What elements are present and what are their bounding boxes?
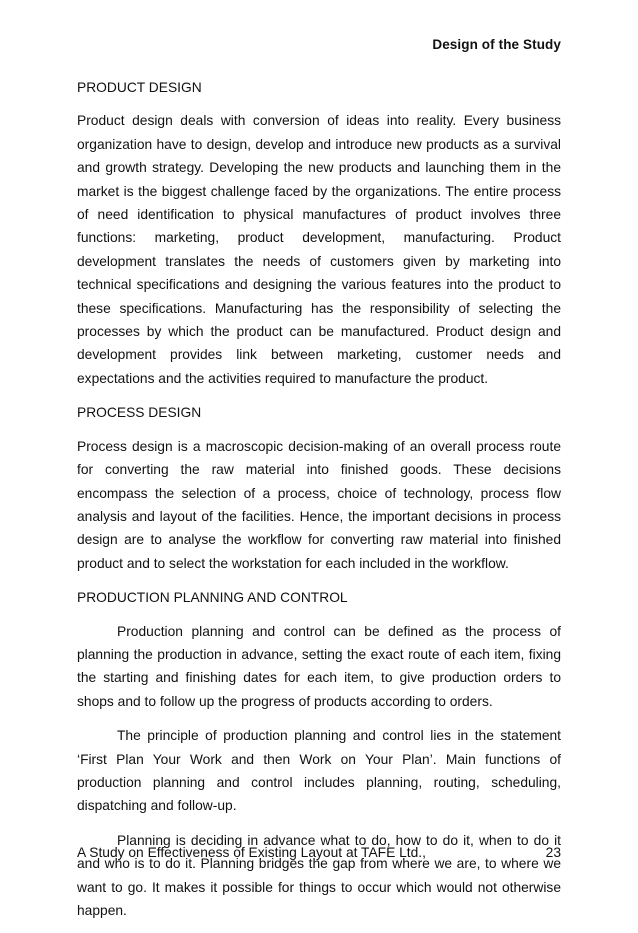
paragraph: Production planning and control can be defined as the process of planning the production in advance, setting the exact route of each item, fixing the starting and finishing dates for each item, to give production orders to shops and to follow up the progress of products according to orders. bbox=[77, 623, 561, 709]
paragraph: The principle of production planning and control lies in the statement ‘First Plan Your Work and then Work on Your Plan’. Main functions of production planning and control includes planning, routing, scheduling, dispatching and follow-up. bbox=[77, 728, 561, 814]
section-process-design bbox=[77, 401, 561, 575]
section-production-planning bbox=[77, 586, 561, 922]
section-heading: PROCESS DESIGN bbox=[77, 405, 202, 421]
section-heading: PRODUCT DESIGN bbox=[77, 80, 202, 95]
running-header: Design of the Study bbox=[432, 37, 561, 52]
footer-text: A Study on Effectiveness of Existing Layout at TAFE Ltd., bbox=[77, 845, 426, 860]
page-body bbox=[77, 76, 561, 933]
paragraph: Planning is deciding in advance what to do, how to do it, when to do it and who is to do it. Planning bridges the gap from where we are, to where we want to go. It makes it possible for things to occur which would not otherwise happen. bbox=[77, 832, 561, 918]
page-number: 23 bbox=[545, 845, 561, 860]
paragraph: Process design is a macroscopic decision-making of an overall process route for converting the raw material into finished goods. These decisions encompass the selection of a process, choice of technology, process flow analysis and layout of the facilities. Hence, the important decisions in process design are to analyse the workflow for converting raw material into finished product and to select the workstation for each included in the workflow. bbox=[77, 438, 561, 571]
section-product-design bbox=[77, 76, 561, 390]
paragraph: Product design deals with conversion of ideas into reality. Every business organization have to design, develop and introduce new products as a survival and growth strategy. Developing the new products and launching them in the market is the biggest challenge faced by the organizations. The entire process of need identification to physical manufactures of product involves three functions: marketing, product development, manufacturing. Product development translates the needs of customers given by marketing into technical specifications and designing the various features into the product to these specifications. Manufacturing has the responsibility of selecting the processes by which the product can be manufactured. Product design and development provides link between marketing, customer needs and expectations and the activities required to manufacture the product. bbox=[77, 113, 561, 386]
page-footer bbox=[77, 845, 561, 860]
section-heading: PRODUCTION PLANNING AND CONTROL bbox=[77, 590, 348, 606]
